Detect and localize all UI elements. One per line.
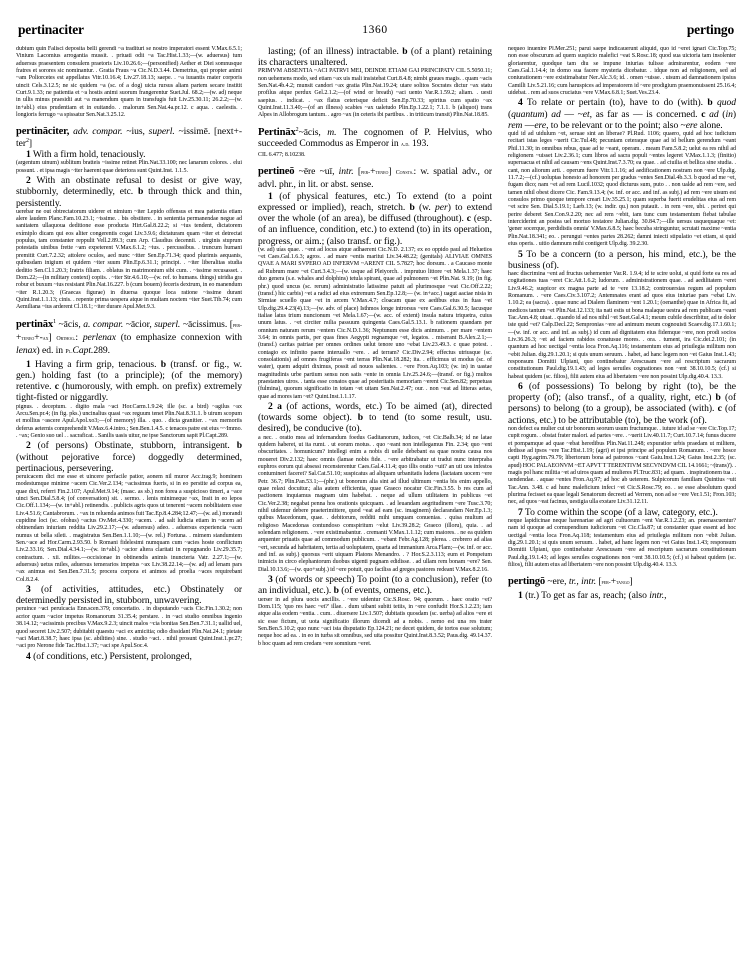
sense-definition: 6 (of possessions) To belong by right (to), be the property (of); (also transf., of a quality, right, etc.) b (of persons) to belong (to a group), be associated (with). c (of actions, etc.) to be attributable (to), be the work (of). — [508, 381, 736, 426]
page-number: 1360 — [362, 24, 388, 36]
citation-block: (w. ad) uías quae. . ~ent ad locus atque adhaerent Cic.N.D. 2.137; ex eo oppido paul ad Heluetios ~et Caes.Gal.1.6.3; agros. . ad mare ~entis maritui Liv.34.48.22; (genitals) ALIVIAE OMNES QVAE A MARI SVPERO AD INFERVM ~ARENT CIL 5.7827; hoc dorsum. . a Caucaso monte ad Rubrum mare ~et Curt.3.4.3;—(w. usque ad Pleiyorch. . imprutuo littore ~et Mela.1.37; haec duo genera (s.e. whales and dolphins) tetula spirant, quae ad pulmonem ~et Plin.Nat. 9.19; (in fig. phr.) quod uncus (sc. rerum) administratio latissime patuit ad plurimosque ~eat Cic.Off.2.22; (transf.) hic carbis) ~et a radici ad eius extremum Sen.Ep.12.8;— (w. in+acc.) uagut aaciae nisia in Sirmiae scuello quae ~et in arcem V.Max.4.7; cloacam quae ex aedibus eius in fuas ~et Ulp.dig.29.4.23(4).13;—(w. adv. of place) Isthmos longe introrsus ~ere Caes.Gal.6.30.5; Iacusque italiae latus trium nuncionum ~et Mela.1.67;—(w. acc. of extent) insula natura triquetra, cuius unum latus. . ~et circiter milia passuum quingenta Caes.Gal.5.13.1. b rationem quandam per omnium naturam rerum ~entem Cic.N.D.1.36; Neptunum esse dicis animum. . per mare ~entem 3.64; in omnis partis, per quas fines Aegypti regnamque ~et, legatos. . miserant B.Alex.2.1;—(transf.) caritas patriae per omnes ordines uelut tenore uno ~ebat Liv.23.49.3. c quae potest. . contagio ex infinito paene interuallo ~ere. . ad terram? Cic.Div.2.94; effectus utriusque (sc. consolationis) ad omnes frugiferas ~ent terras Plin.Nat.18.282; ita. . efficimus ut modus (sc. of water), quem adquiri diximus, possit ad nouos salientes. . ~ere Fron.Aq.103; (w. in) in uastae magnitudinis urbe partium sensu non satis ~ente in omnia Liv.25.24.6;—(transf. or fig.) multos praestantes uiros. . tanta esse conatos quae ad posteritatis memoriam ~erent Cic.Sen.82; perpetuas (fulmina), quorum significatio in totam ~et uitam Sen.Nat.2.47; our. . non ~eat ad litteras aetas, quae ad mores iam ~et? Quint.Inst.1.1.17. — [258, 246, 492, 400]
sense-definition: 4 To relate or pertain (to), have to do (with). b quod (quantum) ad — ~et, as far as — is concerned. c ad (in) rem —ere, to be relevant or to the point; also ~ere alone. — [508, 97, 737, 131]
citation-block: nequeo inuenire Pl.Mer.251; parui saepe indicauerunt aliquid, quo id ~eret ignari Cic.Top.75; non esse obscurum ad quem suspicio malefici ~eat S.Rosc.18; quod sua uictoria tam insolenter gloriarentur, quodque tam diu se impune iniurias tulisse admirarentur, eodem ~ere Caes.Gal.1.14.4; in domo sua facere mysteria dicebatur. . idque non ad religionem, sed ad coniurationem ~ere existimabatur Ner.Alc.3.6; id. . omen ~uisse. . uisum ad damnationem ipsius Camilli Liv.5.21.16; cum haruspices ad imperatorem id ~ere prodigium praemonuissent 25.16.4; uidebat. . rem ad suos cruciatus ~ere V.Max.6.8.1; Suet.Ves.23.4. — [508, 46, 736, 97]
sense-definition: 5 To be a concern (to a person, his mind, etc.), be the business (of). — [508, 248, 736, 271]
citation-block: peruince ~aci peruicacia Enn.scen.379; concertatio. . in disputando ~acis Cic.Fin.1.30.2; non acrior quam ~acior impetus Romanorum 31.35.4; perstare. . in ~aci studio omnibus ingenio 38.14.12; ~acissimis precibus V.Max.9.2.3; uincit malos ~cia bonitas Sen.Ben.7.31.1; uallid uel, quod seceret Liv.2.507; dubitabit quaestu ~aci ex amicitia; odio dissidant Plin.Nat.24.1; pietate ~aci Mart.8.38.7; haec ipsa (sc. abilities) sine. . studio ~aci. . nihil prosunt Quint.Inst.1.pr.27; ~aci pro Nerone fide Tac.Hist.1.37; ~aci spe Apul.Soc.4. — [16, 606, 242, 650]
citation-block: PRIMVM ABSENTIA ~ACI PATRVI MEI, DEINDE ETIAM GAI PRINCIPATV CIL 5.5050.11; non uehemens modo, sed etiam ~ax uis mali insistebat Curt.8.4.8; nimbi graues magis. . quam ~acis Sen.Nat.4b.4.2; munsit candori ~ax gratia Plin.Nat.19.24; utare solitos Socrates dictur ~ax statu profilus atque perdux Gel.2.1.2;—(of wind or breath) ~aci uento Var.R.1.59.2; aliam. . uesti saepius. . indicat. . ~ax flatus ceterisque deficit Sen.Ep.70.33; spiritus cum spatio ~ax Quint.Inst.11.3.40;—(of an illness) scabies ~ax ualetudo Plin.Ep.1.22.1; 7.1.1. b (aliquot) trans Alpes in Allobrogum tantum. . agro ~ax (in ceteris ibi partibus. . in triticum transit) Plin.Nat.18.85. — [258, 68, 492, 119]
dictionary-entry-headword: pertineō ~ēre ~uī, intr. [per-+teneo] Consts.: w. spatial adv., or advl. phr., in lit. or abst. sense. — [258, 165, 492, 191]
sense-definition: 1 (tr.) To get as far as, reach; (also intr., — [518, 589, 667, 601]
sense-definition: 1 Having a firm grip, tenacious. b (transf. or fig., w. gen.) holding fast (to a principle); (of the memory) retentive. c (humorously, with emph. on prefix) extremely tight-fisted or niggardly. — [16, 358, 242, 404]
sense-definition: 7 To come within the scope (of a law, category, etc.). — [518, 506, 718, 518]
column-left — [0, 46, 250, 961]
citation-block: non defect ea mulier cui uir bonorum seorum usum fructumque. . iuture id ad se ~ere Cic.Top.17; cupit rogum. . obstat frater malori. ad partes ~ere. . ~uerit Liv.40.11.7; Curt.10.7.14; funus ducere et pompamque ad quae ~ebat heredibus Plin.Nat.11.248; expuratior urbis praedam ut militem, dedisse ad ipsos ~ere Tac.Hist.1.19; (agri) et ipsi principe ad populum Romanum. . ~ere hosce capti Hyg.agrim.79.79; libertorum bona ad patronos ~cant Gaiu.Inst.1.24; Gaius Inst.2.35; (sc. apud) HOC PALAEONVM ~ET APVT T TERENTIVM SECVNDVM CIL 14.1661; ~(trans)'). . magis pol hanc militia ~et ad uiros quam ad mulieres Pl.Truc.831; ad quam. . inspirationem tua . . uendendae. . aquae ~entes Fron.Aq.97; ad hoc ab ueterem. Sulpicorum familiam Quintius ~uit Tac.Ann. 3.48. c ad hunc maleficium infeci ~et Cic.S.Rosc.79; eo. . se esse absolutum quod plurima fecisset ea quae legali Senatorum decreeti ad Verrem, non ad se ~ere Ver.1.51; Fron.103; nec, ad quos ~eat facinus, uestigia ulla exstare Liv.31.12.11. — [508, 425, 737, 506]
sense-definition: 1 With a firm hold, tenaciously. — [26, 149, 146, 161]
dictionary-entry-headword: pertināciter, adv. compar. ~ius, superl. ~issimē. [next+-ter$^2$] — [16, 126, 243, 149]
sense-definition: 3 (of activities, attitudes, etc.) Obstinately or determinedly persisted in, stubborn, unwavering. — [16, 584, 242, 607]
column-middle — [250, 46, 500, 961]
dictionary-entry-headword: pertingō ~ere, tr., intr. [per-+tango] — [508, 576, 633, 588]
citation-block: dubium quin Falisci deposita belli gerendi ~a tradituri se nostro imperatori essent V.Max.6.5.1; Vinium Lacomius arrogantia mussit. . priuati odii ~a Tac.Hist.1.33;—(w. aduersus) tum aduersus praesentem consulem praetoris Liv.10.26.6;—(personified) Aether et Diei somnusque fratres et sorores sic nominantur. . Gratia Fraus ~a Cic.N.D.3.44. Demetrius, qui propter animi ~am Poliorcetes est appellatus Vitr.10.16.4; Liv.27.18.13; saepe. . ~a iuuantis mater corporis uincit Cels.3.12.5; ne sic quidem ~a (sc. of a dog) uicta rursus aliam partem secare institit Curt.9.1.33; ne patientia et ~a hostis animi suorum frangerentur Suet.Jul. 68.2;—(w. ad) neque in ullis minus praesidii aut ~a manendum quam in transfugis fuit Liv.25.30.11; 26.2.2;—(w. in+abl.) eius prudentiam et in euitando. . malorum Sen.Nat.4a.pr.12. c aqua. . caelestis. . longioris ferrugo ~a spissatur Sen.Nat.3.25.12. — [16, 46, 242, 119]
sense-definition: 2 With an obstinate refusal to desist or give way, stubbornly, determinedly, etc. b through thick and thin, persistently. — [16, 175, 242, 209]
dictionary-entry-headword: Pertināx$^2$~ācis, m. The cognomen of P. Helvius, who succeeded Commodus as Emperor in a.d. 193. — [258, 126, 492, 150]
citation-block: uerebar ne out obtrectatorum uiderer et nimium ~iter Lepido offensus et mea patientia etiam alere laudem Planc.Fam.10.23.1; ~issime. . bis obstitere. . in sententia permanendae negue ad sanitatem ullaquoua deditione esse producta Hirt.Gal.8.22.2; si ~ius tendent, dictatorem exímiplo dicam qui eos aliter congerentis cogat Liv.3.9.6; dictaturam quam ~iter et detrectat populus, tam constanter reppulit Vell.2.89.3; cum Arp. Claudius decennii. . uirginis stuprum potestatis uinibus frette ~am expeterent V.Max.6.1.2; ~ius. . percussibus. . truncum humani premitit Curt.7.2.32; attolere oculos, aed nunc ~itter Sen.Ep.71.34; quod plurimis aequanis, quibusdam inigium et quidem ~iter suum Plin.Ep.6.31.1; principi. . ~iter liberalitas studia deditio Sen.Cl.1.20.3; Iratris filiam. . oblatus in matrimonium sibi cum. . ~issime recusasset. . Dom.22;—(in military context) copiis. . ~iter Str.4.6.10;—(w. ref. to humans. things) uiridia gra robur et buxum ~ius resistant Plin.Nat.16.227. b (cum bouem) feceris dextrum, in eo manendum ~iter R.1.20.3; (Graecas figurae) in diuersa quoque loca ratione ~issime durant Quint.Inst.1.1.13; cinis. . repente prima uespera atque in multam noctem ~iter Suet.Tib.74; cum Aemiliana ~ius arderent Cl.18.1; ~iter durare Apul.Met.9.3. — [16, 208, 242, 311]
citation-block: uerser in ad plura uocis ancillis. . ~ere uidentur Cic.S.Rosc. 94; quorum. . haec oratio ~et? Dom.115; 'quo res haec ~et?' illae. . dum uibant subiti tetiis, in ~ere confudit Hor.S.1.2.23; iam atque alia eodem ~entia. . cum. . diuersere Liv.1.507; dubitatis quosdam (sc. uerba) ad alios ~ere et sic esse fictum, ut uota significatio illorum dicendi ad a nobis. . nemo est una res trater Sen.Ben.5.10.2; quo nunc ~aci ista disputatio Ep.124.21; ne decet quidem, de tortos esse solutum; neque hoc ad ea. . in eo in turba sit omnibus, sed uita possitur Quint.Inst.8.3.52; Paus.dig. 49.14.37. b hoc quam ad rem credam ~ere somnium ~eret. — [258, 596, 492, 647]
text-columns — [0, 46, 750, 961]
citation-block: a nec. . oratio mea ad infernandum foedus Gaditanorum, iudices, ~et Cic.Balb.34; id ne latae quidem haberet, ut ita rumt. . ut eorum motus. . quo ~eant non intellegamus Fin. 2.34; quo ~ent obscuritates. . homunicum? intellegi enim a nobis di uelle debebant ea quae nostra causa nos moueret Div.2.132; haec omnis (lamae nobis fide. . ~ere arbitrabatur ut tradui nunc interpraba euphros eorum qui absessi recensterentur Caes.Gal.4.11.4; quo illis oratio ~uit? an uti uos infestos contumineri faceret? Sal.Cat.51.10; suspicatus ad aliquam urbanitatis ludens (lactatam uocem ~ere Petr. 36.7; Plin.Pan.53.1;—(phr.) ut bonorum alia sint ad illud ultimum ~entia bis enim appello, quae relaxi docuitur.; alia autem efficientia, quae Graeco nocatur Cic.Fin.3.55. b res cum ad pactionem inquiamus magnam uim habebat. . neque ad ullum utilitatem in publicus ~et Cic.Ver.2.38; negabat penna hos orationis quicquam. . ad leuandam aegritudinem ~ere Tusc.3.70; nihil uidemur debere praeterimittere, quod ~eat ad eam (sc. imaginem) declarandam Ner.Ep.1.3; quibus Macedonum, quae. . debitorum, redditi mihi umquam conuenias. . quisa multum ad religioso Macedonas contundoso comspiritum ~elut Liv.39.28.2; Graeco (illoru), quia. . ad solendam religionem. . ~ere existimabantur. . cremanti V.Max.1.1.12; cum maiores. . ne ea quidem arquenter priuatis quae ad commodum publicum. . ~ebant Febr.Ag.128; plerea. . crebrero ad alias ~ert, secunda ad habritatem, tertia ad uoluptatem, quarta ad immanium Arca.Flam;—(w. inf. or acc. and inf. as subj.) quorsus ~erit uiquam Platons Menandro. . ? Hor.S.2.3.113; eum et Pompeium inimicis in circo elephantorum duobus uigenti pugnam edidisse. . ad ullam rem bonam ~ere? Sen. Dial.10.13.6;—(w. quo+subj.) id ~ere potuit, quo faciliss ad greges pastores redeant V.Max.8.2.16. — [258, 434, 492, 573]
citation-block: (argentum uinum) sublitum bratteis ~issime retinet Plin.Nat.33.100; nec lanarum colores. . elui possunt. . et ipsa magis ~iter haerent quae deteriora sunt Quint.Inst. 1.1.5. — [16, 160, 242, 174]
running-head — [0, 22, 750, 44]
citation-block: peruicacem dici me esse et uincere perfacile patior, aonem nil muror Acc.trag.9; hominem modestumque minime ~acem Cic.Ver.2.134; ~acissimus fueris, si in eo perstite ad corpus ea, quae dixi, referri Fin.2.107; Apul.Met.9.14; (masc. as sb.) non forea a suspicioso timeri, a ~ace uinci Sen.Dial.5.8.4; (of conversation) sit. . sermo. . lenis minimeque ~ax, Insit in eo lepos Cic.Off.1.134;—(w. in+abl.) retinendis. . publicis agris quos ut tenerent ~acem nobilitatem esse Liv.4.51.6; Cantabrorum. . ~ax in reluenda animos fuit Tac.Ep.8.4.284;12.47;—(w. ad.) morandi cupidine loci (sc. ofohus) ~acius Ov.Met.4.330; ~acem. . ad salt ludicia etiam in ~acem ad obtinendam iniuriam reddita Liv.29.2.17;—(w. aduersus) adeo. . aduersus experiencia ~acm numus ut bella sileti. . magistratus Sen.Ben.1.1.10;—(w. rel.) Fortuna. . mimem standumtem Sen.~ace ad Hor.Carm.2.93.50. b Romani fidelesimi numquam cum ~acies hoste conflictum Liv.2.33.16; Sen.Dial.4.34.1;—(w. in+abl.) ~acior altera claritati in repugnando Liv.29.35.7; contractum. . xii. milites.—occisionae in obtinendis animis inuncteria Vatr. 2.27.1;—(w. aduersus) uetus miles, aduersus temerarios impetus ~ax Liv.38.22.14;—(w. ad) ad lenam pars ~ax animus est Sen.Ben.7.31.5; procera corpora et animos ad proelia ~aces requirebant Col.8.2.4. — [16, 473, 242, 583]
citation-block: quid id ad uidulum ~et, seruae sint an liberae? Pl.Rud. 1106; quaero, quid ad hoc iudicium recitari istas leges ~uerit Cic.Tul.48; pecuniam ceteraque quae ad id bellum gerendum ~eant Phil.11.30; in omnibus rebus, quae ad te ~eant, operam. . meam Fam.5.8.2; uelut ea res nihil ad religionem ~uisset Liv.2.36.1; cum libros ad sacra populi ~entes legeret V.Max.1.1.3; (finitio) superuacua et nihil ad causam ~ens Quint.Inst.7.3.70; ea quae. . ad ciuilia et bellica sine studia. . cant, non aliorum arti. . operum fuere Vitr.1.1.16; ad aedificationem nostram non ~ere Ulp.dig. 11.7.2;—(cf.) uoluptas honesto ad honorem per gradus ~entes Sen.Dial.4b.3.3. b quod ad me ~et, fugam dico; nam ~et ad rem Lucil.1032; quod dicturus sum, puto . . non ualde ad rem ~ere, sed tamen nihil obest dicere Cic. Fam.9.13.4; (w. inf. or acc. and inf. as subj.) ad rem ~ere uisum est consulos primo quoque tempore creari Liv.35.25.1; quam superba fuerit erudelitas eius ad rem ~et scire Sen. Dial.5.19.1; Larb.13; (w. indir. qu.) non putauit. . in rem ~ere, ubi. . periret qui perire deberet Sen.Con.9.2.20; nec ad rem ~ebit, iam tunc cum testamentum fiebat tabulae interciderint an postea uel mortuo testatore Julian.dig. 30.84.7;—ille uersus usquequaque ~et: 'gener socerque, perdidistis omnia' V.Max.6.8.5; haec becuba stringuntur, scrutati maxime ~entia Plin.Nat.18.341; eo. . perungui ~entes partes 28.262; damni iniecti stipulatio ~et etiam, si quid eius operis. . uitio damnum mihi contigerit Ulp.dig. 39.2.30. — [508, 131, 736, 248]
sense-definition: lasting; (of an illness) intractable. b (of a plant) retaining its characters unaltered. — [258, 46, 492, 69]
sense-definition: 4 (of conditions, etc.) Persistent, prolonged, — [26, 650, 192, 662]
running-head-right: pertingo — [686, 22, 734, 37]
citation-block: CIL 6.477; 8.10238. — [258, 151, 306, 158]
sense-definition: 3 (of words or speech) To point (to a conclusion), refer (to an individual, etc.). b (of events, omens, etc.). — [258, 574, 492, 597]
sense-definition: 2 (of persons) Obstinate, stubborn, intransigent. b (without pejorative force) doggedly determined, pertinacious, persevering. — [16, 440, 242, 474]
running-head-left: pertinaciter — [18, 22, 84, 37]
citation-block: pignus. . deceptum. . digito mala ~aci Hor.Carm.1.9.24; ille (sc. a bird) ~agilus ~ax Arcu.Sen.pr.4; (in fig. pks.) uncinalius quasi ~ax reguum tenet Plin.Nat.8.31.1. b uirum scopum et mollius ~ascere Apul.Apol.xo3;—(of memory) illa. . quo. . dicta granitier. . ~ax memoriis deferus aeternis comprehendit V.Max.6.4.intro.; Sen.Ben.1.4.5. c tenaces patre est eius ~~Immo. . ~ax; Genio suo uel . . sacraficat. . Sanilis uasis uitur, ne ipse Sanctorum sapit Pl.Capt.289. — [16, 403, 242, 439]
sense-definition: 2 a (of actions, words, etc.) To be aimed (at), directed (towards some object). b to tend (to some result, usu. desired), be conducive (to). — [258, 401, 492, 435]
citation-block: haec discrimina ~ent ad fructus uehementer Var.R. 1.9.4; id te scire uolui, si quid forte ea res ad cogitationes tuas ~eret Cic.Att.1.6.2; ludorum. . administrationem quae. . ad aedilitatem ~eret Liv.9.46.2; suspicor ex magna parte ad te ~ere 13.18.2; controuersias regum ad populum Romanum. . ~ere Caes.Civ.3.107.2; Antemnates erant ad quos eius iniuriae pars ~ebat Liv. 1.10.2; ea (sacra). . quae nunc ad Dialem flaminem ~ent 1.20.1; (oenanthe) quae in Africa fit, ad medicos tantum ~et Plin.Nat.12.133; ita nati estis ut bona malaque uestra ad rem publicam ~eant Tac.Ann.4.8; uiuat. . quando id ad nos nihil ~et Suet.Gal.4.1; meum cubile describitur, ad te dolor iste quid ~et? Calp.Decl.22; Sempronias ~ere ad animum meum cognouisti Scaev.dig.17.1.60.1;—(w. inf. or acc. and inf. as subj.) id cum ad dignitatem eius fidemque ~ere, non prodi socios Liv.36.26.3; ~et ad faciem rabidos conatusue mores. . ora. . tument, ira Cic.dei.2.101; (in quantum ad hoc uectigal ~entia loca Fron.Aq.116; testamentum eius ad priuilegia militum non ~ebit Julian. dig.29.1.20.1; si quis unum seruum. . habet, ad hanc legem non ~et Gaius Inst.1.43; responsum Domitii Ulpiani, quo continebatur Arescusam ~ere ad rescriptum sacrarum constitutionum Paul.dig.19.1.43; ad leges seruiles cognationes non ~ent 38.10.10.5; (cf.) si habeat quidem (sc. filios), filii autem eius ad libertatem ~ere non possint Ulp.dig.40.4. 13.3. — [508, 270, 736, 380]
dictionary-entry-headword: pertināx$^1$ ~ācis, a. compar. ~ācior, superl. ~ācissimus. [per-+teneo+-ax] Orthog.: perlenax (to emphasize connexion with lenax) ed. in Pl.Capt.289. — [16, 318, 243, 357]
column-right — [500, 46, 750, 961]
sense-definition: 1 (of physical features, etc.) To extend (to a point expressed or implied), reach, stretch. b (w. per) to extend over the whole (of an area), be diffused (throughout). c (esp. of an influence, condition, etc.) to extend (to) in its operation, progress, or aim.; (also transf. or fig.). — [258, 190, 492, 247]
citation-block: neque lapidicinae neque harenariae ad agri cultuorum ~ent Var.R.1.2.23; an. praenascuentur? nam id quoque ad cornupendium iudiciorum ~et Cic.Cla.87; ut constanter quae essent ad hoc uectigal ~entia loca Fron.Aq.118; testamentum eius ad priuilegia militum non ~ebit Julian. dig.29.1.20.1; si quis unum seruum. . habet, ad hanc legem non ~et Gaius Inst.1.43; responsum Domitii Ulpiani, quo continebatur Arescusam ~ere ad rescriptum sacrarum constitutionum Paul.dig.19.1.43; ad leges seruiles cognationes non ~ent 38.10.10.5; (cf.) si habeat quidem (sc. filios), filii autem eius ad libertatem ~ere non possint Ulp.dig.40.4. 13.3. — [508, 517, 736, 568]
